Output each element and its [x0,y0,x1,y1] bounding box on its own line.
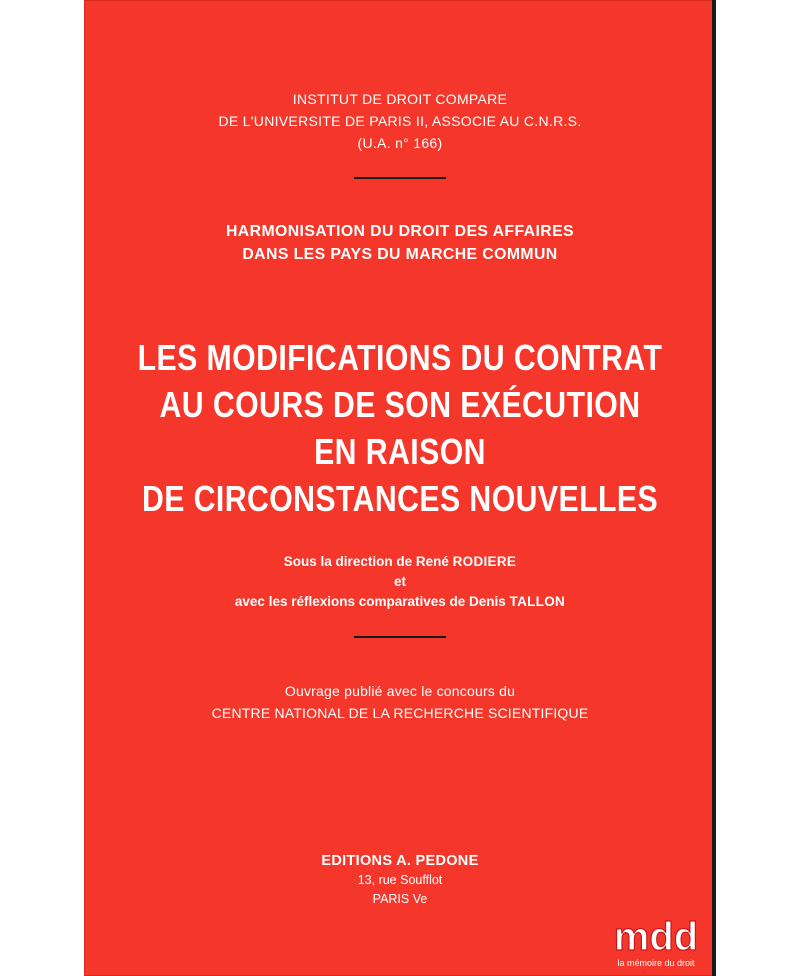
direction-line [84,552,716,572]
institute-line: INSTITUT DE DROIT COMPARE [292,91,508,107]
book-title [135,334,666,522]
publisher-block [84,852,716,909]
contributor-name: TALLON [509,594,566,609]
support-block [84,680,716,724]
title-line: LES MODIFICATIONS DU CONTRAT [137,337,663,378]
logo-text: mdd [613,915,699,959]
reflections-prefix: avec les réflexions comparatives de Denis [234,594,510,609]
series-title [78,220,723,266]
institute-line: (U.A. n° 166) [357,135,443,151]
title-line: DE CIRCONSTANCES NOUVELLES [141,478,659,519]
publisher-street: 13, rue Soufflot [357,873,443,887]
conjunction: et [393,574,406,589]
institute-block [84,88,716,154]
reflections-line [84,592,716,612]
director-name: RODIERE [452,554,517,569]
watermark-logo [596,910,716,972]
support-line: Ouvrage publié avec le concours du [284,683,516,699]
title-line: AU COURS DE SON EXÉCUTION [159,384,641,425]
title-line: EN RAISON [314,431,486,472]
series-line: DANS LES PAYS DU MARCHE COMMUN [242,246,558,263]
divider-rule [354,177,446,179]
divider-rule [354,636,446,638]
institute-line: DE L'UNIVERSITE DE PARIS II, ASSOCIE AU C.N.R.S. [218,113,582,129]
support-line: CENTRE NATIONAL DE LA RECHERCHE SCIENTIFIQUE [211,705,589,721]
book-cover [84,0,716,976]
logo-tagline: la mémoire du droit [617,958,695,968]
publisher-name: EDITIONS A. PEDONE [321,853,479,869]
direction-prefix: Sous la direction de René [283,554,453,569]
publisher-city: PARIS Ve [372,892,428,906]
authors-block [84,552,716,612]
series-line: HARMONISATION DU DROIT DES AFFAIRES [225,223,575,240]
